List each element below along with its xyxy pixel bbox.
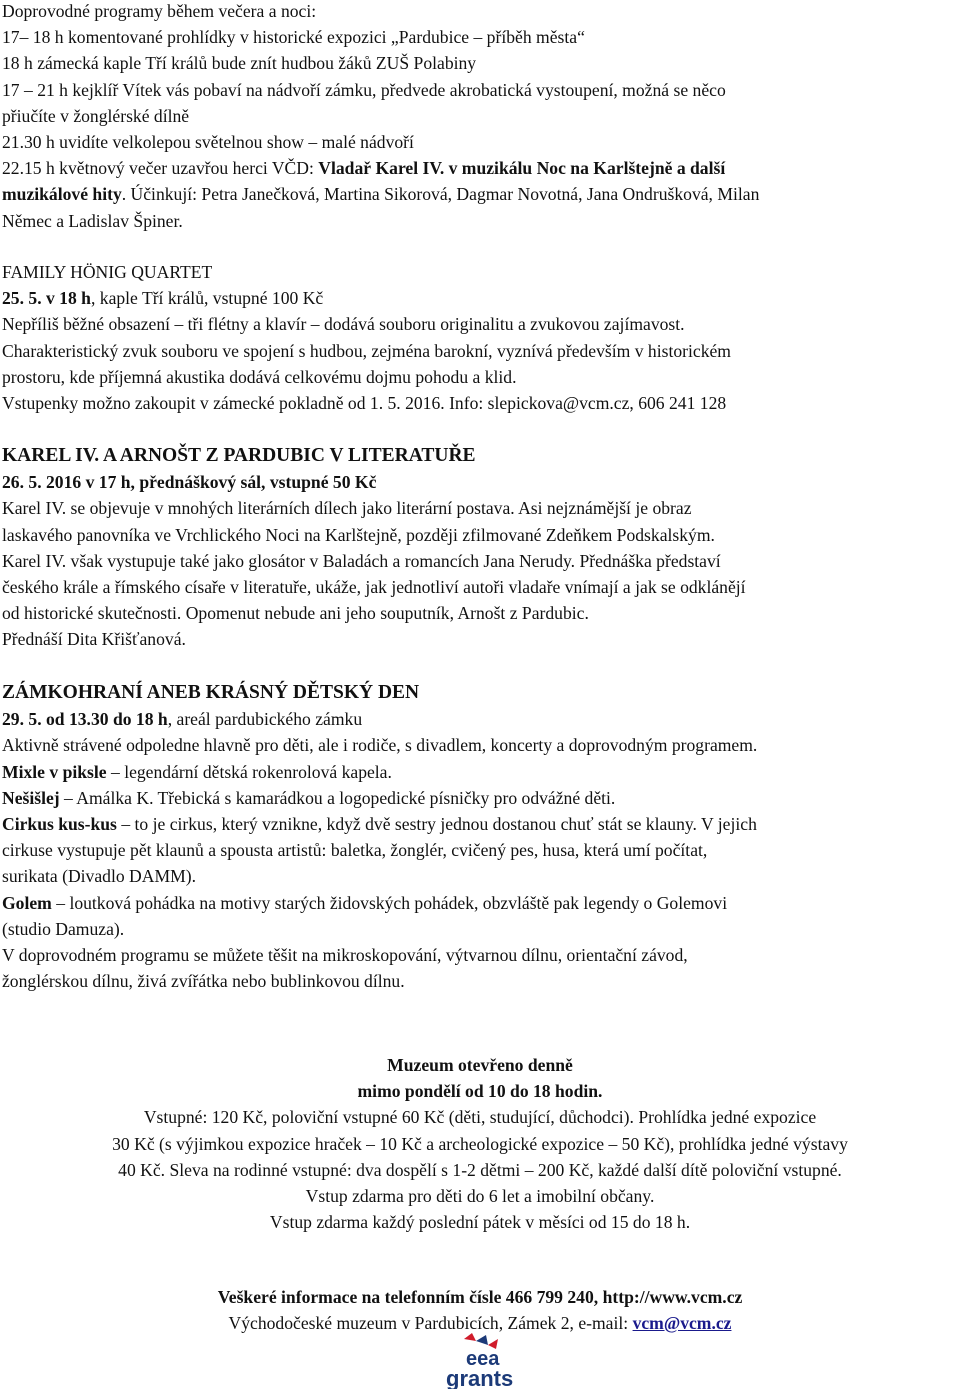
prices-line: Vstupné: 120 Kč, poloviční vstupné 60 Kč (děti, studující, důchodci). Prohlídka jedné expozice [143,1107,817,1128]
zamek-section [2,680,954,994]
programs-section [2,0,954,234]
text-line [2,811,954,837]
performer-desc: – to je cirkus, který vznikne, když dvě sestry jednou dostanou chuť stát se klauny. V jejich [116,814,757,835]
text-line: od historické skutečnosti. Opomenut nebude ani jeho souputník, Arnošt z Pardubic. [2,603,589,624]
section-title: KAREL IV. A ARNOŠT Z PARDUBIC V LITERATUŘE [2,445,476,466]
eea-grants-icon [436,1333,526,1389]
performer-name: Nešišlej [2,787,60,808]
program-line: 17– 18 h komentované prohlídky v historické expozici „Pardubice – příběh města“ [2,27,585,48]
event-date-bold: 26. 5. 2016 v 17 h, přednáškový sál, vstupné 50 Kč [2,472,377,493]
section-title: ZÁMKOHRANÍ ANEB KRÁSNÝ DĚTSKÝ DEN [2,682,420,703]
performer-name: Cirkus kus-kus [2,814,117,835]
text-line: Aktivně strávené odpoledne hlavně pro děti, ale i rodiče, s divadlem, koncerty a doprovodným programem. [2,735,758,756]
prices-line: Vstup zdarma každý poslední pátek v měsíci od 15 do 18 h. [269,1212,691,1233]
text-line: (studio Damuza). [2,918,125,939]
opening-hours-title: Muzeum otevřeno denně [387,1055,573,1075]
footer-address-text: Východočeské muzeum v Pardubicích, Zámek 2, e-mail: [228,1313,633,1334]
prices-line: Vstup zdarma pro děti do 6 let a imobilní občany. [305,1186,655,1207]
eea-grants-logo [436,1333,526,1389]
program-line: Němec a Ladislav Špiner. [2,210,183,231]
logo-shape-red [464,1333,476,1341]
program-bold-text: Vladař Karel IV. v muzikálu Noc na Karlštejně a další [318,158,726,179]
footer [0,1284,960,1336]
opening-hours: mimo pondělí od 10 do 18 hodin. [357,1081,603,1102]
text-line: českého krále a římského císaře v literatuře, ukáže, jak jednotliví autoři vladaře vnímají a jak se odklánějí [2,577,746,598]
museum-info [0,1052,960,1235]
program-line: 21.30 h uvidíte velkolepou světelnou show – malé nádvoří [2,132,414,153]
prices-line: 30 Kč (s výjimkou expozice hraček – 10 Kč a archeologické expozice – 50 Kč), prohlídka jedné výstavy [112,1133,848,1154]
text-line: prostoru, kde příjemná akustika dodává celkovému dojmu pohodu a klid. [2,366,517,387]
text-line: Přednáší Dita Křišťanová. [2,629,186,650]
event-venue: , areál pardubického zámku [167,709,363,730]
program-line: přiučíte v žonglérské dílně [2,105,190,126]
text-line: Karel IV. však vystupuje také jako glosátor v Baladách a romancích Jana Nerudy. Přednáška představí [2,550,721,571]
program-line [2,181,954,207]
text-line: žonglérskou dílnu, živá zvířátka nebo bublinkovou dílnu. [2,971,405,992]
text-line: cirkuse vystupuje pět klaunů a spousta artistů: baletka, žonglér, cvičený pes, husa, která umí počítat, [2,840,708,861]
performer-name: Golem [2,892,52,913]
prices-line: 40 Kč. Sleva na rodinné vstupné: dva dospělí s 1-2 dětmi – 200 Kč, každé další dítě poloviční vstupné. [118,1159,842,1180]
email-link[interactable]: vcm@vcm.cz [632,1313,732,1334]
event-date [2,469,954,495]
logo-text-grants: grants [446,1366,514,1389]
logo-shape-blue [476,1335,488,1345]
program-bold-text: muzikálové hity [2,184,122,205]
event-date-bold: 25. 5. v 18 h [2,288,91,309]
performer-desc: – loutková pohádka na motivy starých židovských pohádek, obzvláště pak legendy o Golemovi [51,892,728,913]
karel-section [2,443,954,653]
text-line [2,759,954,785]
event-date [2,706,954,732]
performer-desc: – legendární dětská rokenrolová kapela. [106,761,392,782]
family-section [2,259,954,416]
program-line [2,155,954,181]
footer-contact: Veškeré informace na telefonním čísle 466 799 240, http://www.vcm.cz [217,1287,743,1307]
event-venue: , kaple Tří králů, vstupné 100 Kč [90,288,324,309]
performer-desc: – Amálka K. Třebická s kamarádkou a logopedické písničky pro odvážné děti. [59,787,616,808]
text-line: Charakteristický zvuk souboru ve spojení s hudbou, zejména barokní, vyznívá především v historickém [2,340,731,361]
text-line [2,890,954,916]
text-line: laskavého panovníka ve Vrchlického Noci na Karlštejně, později zfilmované Zdeňkem Podskalským. [2,524,715,545]
event-date-bold: 29. 5. od 13.30 do 18 h [2,709,168,730]
program-text: . Účinkují: Petra Janečková, Martina Sikorová, Dagmar Novotná, Jana Ondrušková, Milan [121,184,760,205]
text-line: Karel IV. se objevuje v mnohých literárních dílech jako literární postava. Asi nejznámější je obraz [2,498,692,519]
logo-text-eea: eea [466,1348,500,1370]
text-line [2,785,954,811]
text-line: surikata (Divadlo DAMM). [2,866,196,887]
program-line: 17 – 21 h kejklíř Vítek vás pobaví na nádvoří zámku, předvede akrobatická vystoupení, možná se něco [2,79,726,100]
text-line: Vstupenky možno zakoupit v zámecké pokladně od 1. 5. 2016. Info: slepickova@vcm.cz, 606 241 128 [2,393,727,414]
program-line: 18 h zámecká kaple Tří králů bude znít hudbou žáků ZUŠ Polabiny [2,53,477,74]
section-title: FAMILY HÖNIG QUARTET [2,262,213,282]
program-text: 22.15 h květnový večer uzavřou herci VČD: [2,158,319,179]
performer-name: Mixle v piksle [2,761,107,782]
programs-heading: Doprovodné programy během večera a noci: [2,1,317,21]
text-line: Nepříliš běžné obsazení – tři flétny a klavír – dodává souboru originalitu a zvukovou zajímavost. [2,314,685,335]
event-date [2,285,954,311]
text-line: V doprovodném programu se můžete těšit na mikroskopování, výtvarnou dílnu, orientační závod, [2,945,688,966]
